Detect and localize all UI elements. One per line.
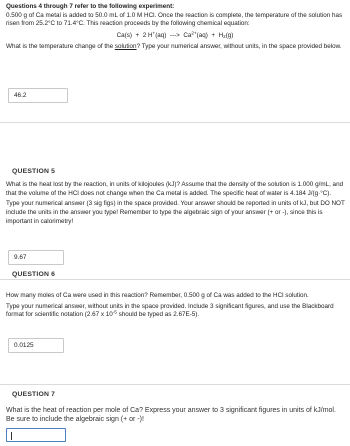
eq-arrow: ---> [169,32,180,40]
q4-answer-input[interactable]: 46.2 [8,88,68,103]
q5-para1: What is the heat lost by the reaction, in units of kilojoules (kJ)? Assume that the density of the solution is 1.000 g/mL, and that the volume of the HCl does not change when the Ca metal is added. The specific heat of water is 4.184 J/(g·°C). [6,181,344,197]
q7-answer-input[interactable] [6,428,66,442]
text-cursor [11,432,12,440]
q5-body [6,181,346,228]
q6-para1: How many moles of Ca were used in this reaction? Remember, 0.500 g of Ca was added to the HCl solution. [6,292,309,299]
q6-para2: Type your numerical answer, without units in the space provided. Include 3 significant figures, and use the Blackboard format for scientific notation (2.67 x $10^{-5}$ should be typed as 2.67E-5). [6,302,334,319]
eq-product1: $Ca^{2+}(aq)$ [183,30,208,40]
intro-section [6,3,344,51]
eq-plus2: + [211,32,216,40]
eq-product2: $H_2(g)$ [218,32,234,40]
chemical-equation [6,32,344,41]
q7-title: QUESTION 7 [12,391,56,398]
section-divider [0,384,350,385]
q6-title: QUESTION 6 [12,271,56,278]
q6-body [6,292,346,322]
intro-question: What is the temperature change of the solution? Type your numerical answer, without units, in the space provided below. [6,42,342,50]
eq-plus1: + [135,32,140,40]
intro-heading: Questions 4 through 7 refer to the following experiment: [6,3,175,10]
eq-reactant2: 2 H+(aq) [142,30,167,40]
solution-underlined: solution [114,42,137,50]
q5-para2: Type your numerical answer (3 sig figs) in the space provided. Your answer should be reported in units of kJ, but DO NOT include the units in the answer you type! Remember to type the algebraic sign of your answer (+ or -), since this is important in calorimetry! [6,200,345,225]
q5-title: QUESTION 5 [12,168,56,175]
q7-para1: What is the heat of reaction per mole of Ca? Express your answer to 3 significant figures in units of kJ/mol. Be sure to include the algebraic sign (+ or -)! [6,407,336,424]
section-divider [0,122,350,123]
intro-text: 0.500 g of Ca metal is added to 50.0 mL of 1.0 M HCl. Once the reaction is complete, the temperature of the solution has risen from 25.2°C to 71.4°C. This reaction proceeds by the following chemical equation: [6,11,343,28]
eq-reactant1: Ca(s) [116,32,132,40]
q6-answer-input[interactable]: 0.0125 [8,338,64,353]
q5-answer-input[interactable]: 9.67 [8,250,64,265]
q7-body [6,406,346,426]
